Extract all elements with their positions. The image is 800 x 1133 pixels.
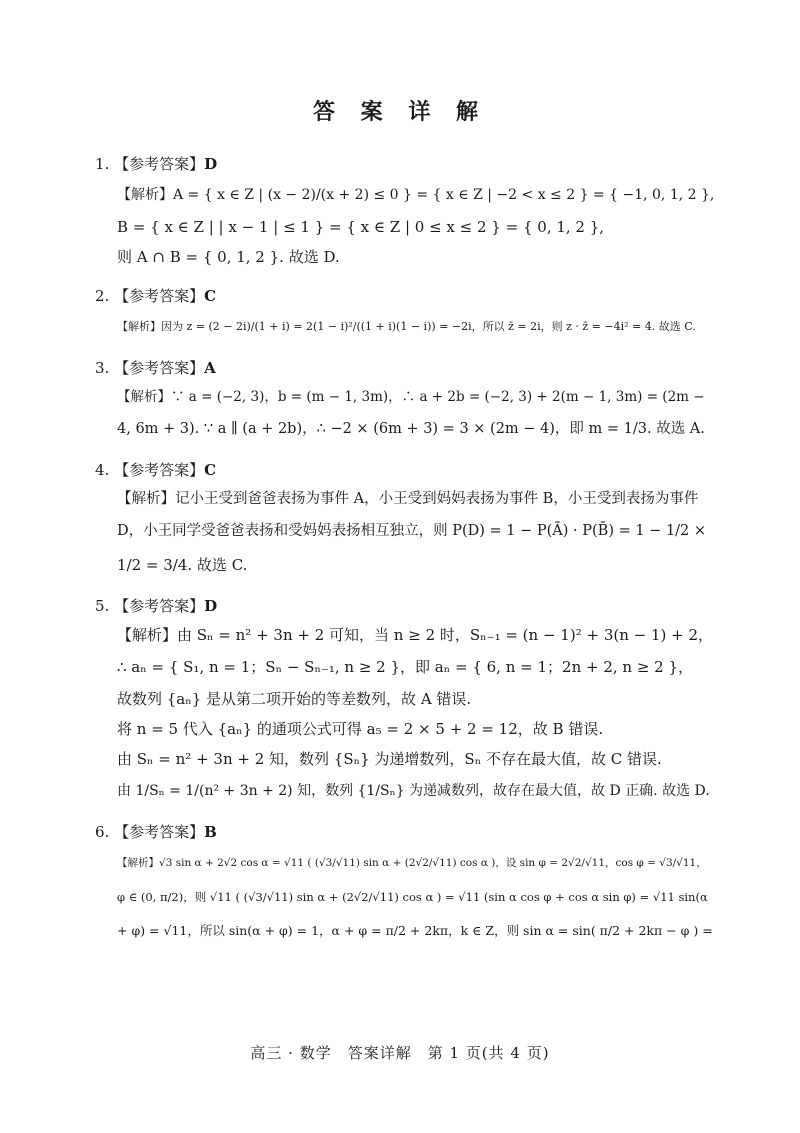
reference-answer-label: 【参考答案】: [114, 823, 205, 841]
problem-header: [95, 150, 715, 178]
problem-number: 1.: [95, 155, 110, 173]
problem-4: [95, 456, 715, 582]
reference-answer: D: [204, 155, 218, 173]
solution-line: 由 1/Sₙ = 1/(n² + 3n + 2) 知，数列 {1/Sₙ} 为递减数列，故存在最大值，故 D 正确. 故选 D.: [117, 783, 710, 799]
solution-line: 则 A ∩ B = { 0, 1, 2 }. 故选 D.: [117, 248, 340, 266]
solution-line: 4, 6m + 3). ∵ a ∥ (a + 2b)，∴ −2 × (6m + 3) = 3 × (2m − 4)，即 m = 1/3. 故选 A.: [117, 421, 705, 437]
reference-answer: B: [204, 823, 217, 841]
reference-answer-label: 【参考答案】: [114, 155, 205, 173]
problem-number: 2.: [95, 287, 110, 305]
problem-header: [95, 354, 715, 382]
reference-answer: A: [204, 359, 216, 377]
solution-line: 故数列 {aₙ} 是从第二项开始的等差数列，故 A 错误.: [117, 690, 472, 708]
solution-line: 【解析】由 Sₙ = n² + 3n + 2 可知，当 n ≥ 2 时，Sₙ₋₁ = (n − 1)² + 3(n − 1) + 2，: [117, 626, 714, 644]
problem-number: 4.: [95, 461, 110, 479]
solution-line: ∴ aₙ = { S₁, n = 1；Sₙ − Sₙ₋₁, n ≥ 2 }，即 aₙ = { 6, n = 1；2n + 2, n ≥ 2 }，: [117, 658, 694, 676]
problem-2: [95, 282, 715, 344]
solution-line: 【解析】∵ a = (−2, 3)，b = (m − 1, 3m)，∴ a + 2b = (−2, 3) + 2(m − 1, 3m) = (2m −: [117, 389, 705, 405]
problem-header: [95, 592, 715, 620]
reference-answer-label: 【参考答案】: [114, 359, 205, 377]
problem-header: [95, 456, 715, 484]
reference-answer-label: 【参考答案】: [114, 461, 205, 479]
reference-answer-label: 【参考答案】: [114, 287, 205, 305]
reference-answer-label: 【参考答案】: [114, 597, 205, 615]
problem-3: [95, 354, 715, 446]
problem-header: [95, 818, 715, 846]
solution-line: φ ∈ (0, π/2)，则 √11 ( (√3/√11) sin α + (2√2/√11) cos α ) = √11 (sin α cos φ + cos α sin φ) = √11 sin(α: [117, 890, 708, 904]
problem-number: 3.: [95, 359, 110, 377]
reference-answer: D: [204, 597, 218, 615]
problem-5: [95, 592, 715, 808]
solution-line: 由 Sₙ = n² + 3n + 2 知，数列 {Sₙ} 为递增数列，Sₙ 不存在最大值，故 C 错误.: [117, 750, 662, 768]
page-footer: 高三 · 数学 答案详解 第 1 页(共 4 页): [250, 1044, 550, 1062]
problem-header: [95, 282, 715, 310]
reference-answer: C: [204, 287, 217, 305]
solution-line: B = { x ∈ Z | | x − 1 | ≤ 1 } = { x ∈ Z | 0 ≤ x ≤ 2 } = { 0, 1, 2 },: [117, 218, 605, 236]
solution-line: 【解析】√3 sin α + 2√2 cos α = √11 ( (√3/√11) sin α + (2√2/√11) cos α )，设 sin φ = 2√2/√11，cos φ = √3/√11，: [117, 857, 707, 869]
answer-content: [95, 150, 715, 958]
problem-number: 5.: [95, 597, 110, 615]
solution-line: 【解析】A = { x ∈ Z | (x − 2)/(x + 2) ≤ 0 } = { x ∈ Z | −2 < x ≤ 2 } = { −1, 0, 1, 2 },: [117, 187, 715, 203]
solution-line: 【解析】因为 z = (2 − 2i)/(1 + i) = 2(1 − i)²/((1 + i)(1 − i)) = −2i，所以 z̄ = 2i，则 z · z̄ = −4i² = 4. 故选 C.: [117, 320, 696, 333]
solution-line: D，小王同学受爸爸表扬和受妈妈表扬相互独立，则 P(D) = 1 − P(Ā) · P(B̄) = 1 − 1/2 ×: [117, 523, 707, 539]
reference-answer: C: [204, 461, 217, 479]
solution-line: 将 n = 5 代入 {aₙ} 的通项公式可得 a₅ = 2 × 5 + 2 = 12，故 B 错误.: [117, 720, 604, 738]
page-title: 答 案 详 解: [313, 99, 487, 125]
solution-line: 1/2 = 3/4. 故选 C.: [117, 556, 248, 574]
problem-6: [95, 818, 715, 948]
problem-1: [95, 150, 715, 272]
solution-line: 【解析】记小王受到爸爸表扬为事件 A，小王受到妈妈表扬为事件 B，小王受到表扬为事件: [117, 491, 699, 507]
solution-line: + φ) = √11，所以 sin(α + φ) = 1，α + φ = π/2 + 2kπ，k ∈ Z，则 sin α = sin( π/2 + 2kπ − φ ) =: [117, 923, 713, 938]
problem-number: 6.: [95, 823, 110, 841]
